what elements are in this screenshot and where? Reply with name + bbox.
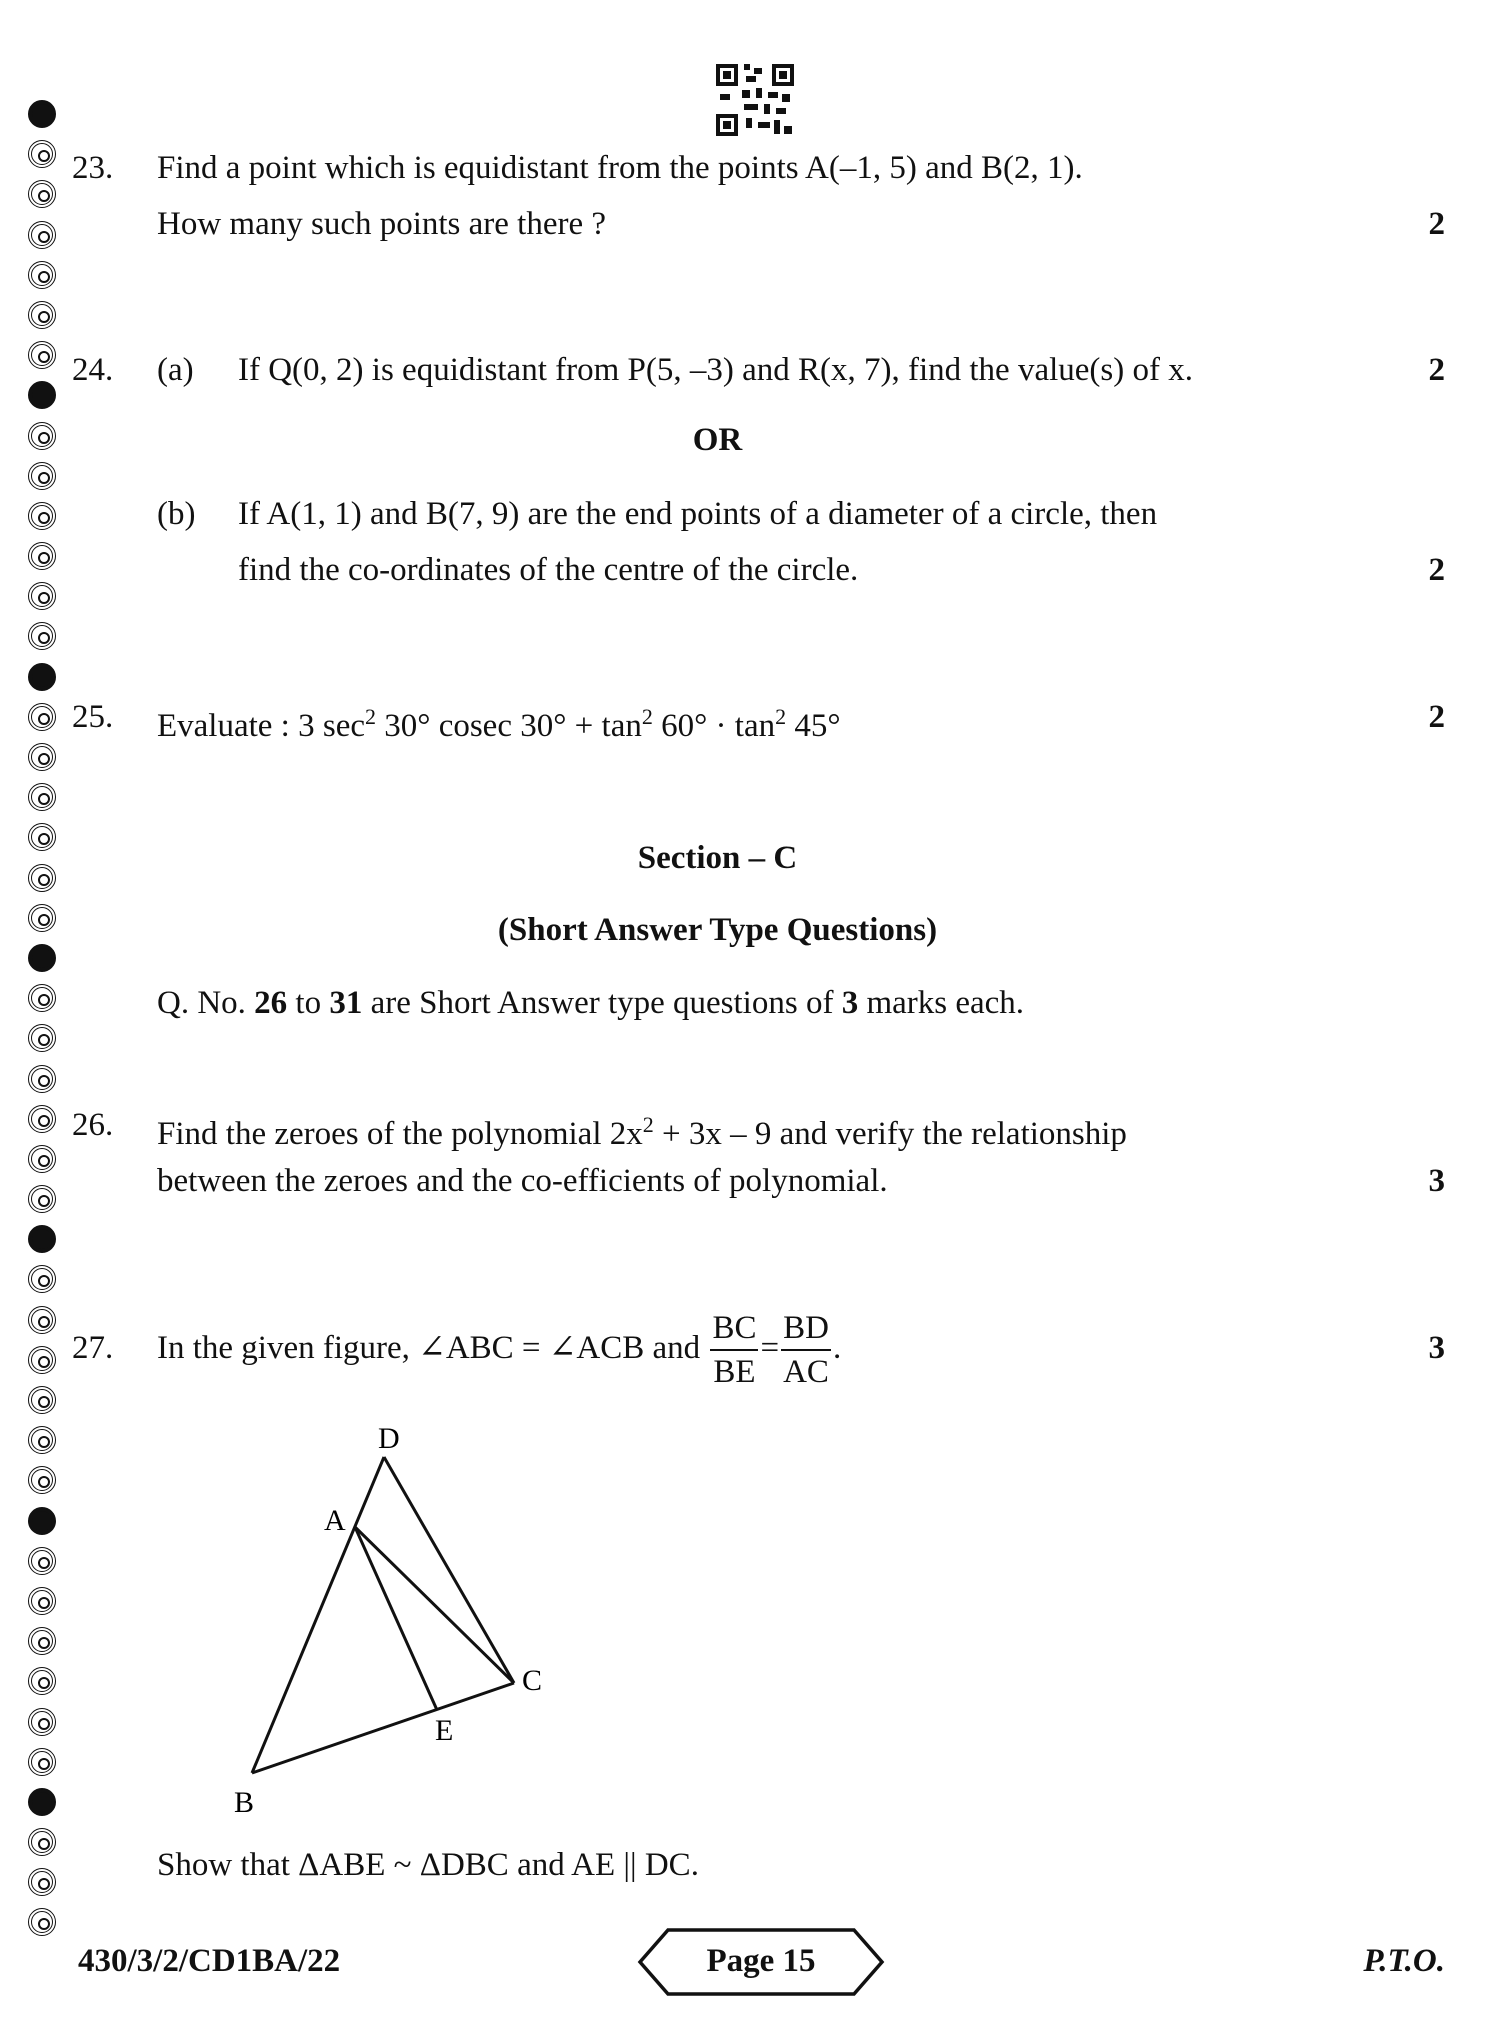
margin-ring <box>28 1265 56 1293</box>
question-25-marks: 2 <box>1428 699 1445 735</box>
margin-ring <box>28 1547 56 1575</box>
margin-ring <box>28 1748 56 1776</box>
question-23-line-1: Find a point which is equidistant from the points A(–1, 5) and B(2, 1). <box>157 150 1083 186</box>
question-24b-line-2: find the co-ordinates of the centre of the circle. <box>238 552 859 588</box>
margin-ring <box>28 743 56 771</box>
page-number: Page 15 <box>706 1943 816 1979</box>
segment-bc <box>252 1683 514 1773</box>
label-a: A <box>324 1504 346 1537</box>
question-24b-label: (b) <box>157 496 196 532</box>
margin-ring <box>28 100 56 128</box>
section-subtitle: (Short Answer Type Questions) <box>497 912 938 948</box>
margin-ring <box>28 180 56 208</box>
question-24-number: 24. <box>72 352 114 388</box>
margin-ring <box>28 1587 56 1615</box>
margin-ring <box>28 221 56 249</box>
margin-ring <box>28 1708 56 1736</box>
margin-ring <box>28 1788 56 1816</box>
question-26-line-2: between the zeroes and the co-efficients of polynomial. <box>157 1163 888 1199</box>
margin-ring <box>28 582 56 610</box>
question-24b-marks: 2 <box>1428 552 1445 588</box>
label-e: E <box>435 1714 454 1747</box>
margin-ring <box>28 1225 56 1253</box>
margin-ring <box>28 1466 56 1494</box>
question-24a-marks: 2 <box>1428 352 1445 388</box>
margin-ring <box>28 140 56 168</box>
label-c: C <box>522 1664 543 1697</box>
segment-ac <box>355 1527 514 1683</box>
margin-ring <box>28 1065 56 1093</box>
margin-ring <box>28 462 56 490</box>
margin-ring <box>28 1426 56 1454</box>
margin-ring <box>28 1667 56 1695</box>
margin-ring <box>28 542 56 570</box>
question-27-marks: 3 <box>1428 1330 1445 1366</box>
margin-ring <box>28 1908 56 1936</box>
qr-code <box>716 64 794 136</box>
margin-ring <box>28 341 56 369</box>
question-23-line-2: How many such points are there ? <box>157 206 607 242</box>
question-24a-text: If Q(0, 2) is equidistant from P(5, –3) and R(x, 7), find the value(s) of x. <box>238 352 1193 388</box>
margin-ring <box>28 1507 56 1535</box>
section-title: Section – C <box>637 840 798 876</box>
margin-ring <box>28 1185 56 1213</box>
or-separator: OR <box>692 422 743 458</box>
question-25-number: 25. <box>72 699 114 735</box>
margin-ring <box>28 261 56 289</box>
question-26-number: 26. <box>72 1107 114 1143</box>
fraction-bc-be: $\frac{BC}{BE}$ <box>710 1307 758 1393</box>
triangle-figure <box>220 1410 580 1830</box>
question-26-marks: 3 <box>1428 1163 1445 1199</box>
margin-ring <box>28 663 56 691</box>
margin-ring <box>28 783 56 811</box>
question-23-number: 23. <box>72 150 114 186</box>
margin-ring <box>28 1386 56 1414</box>
margin-ring <box>28 1105 56 1133</box>
label-d: D <box>378 1422 400 1455</box>
label-b: B <box>234 1786 255 1819</box>
segment-bd <box>252 1457 384 1773</box>
margin-ring <box>28 1868 56 1896</box>
question-26-line-1: Find the zeroes of the polynomial $2x^2 + 3x - 9$ and verify the relationship <box>157 1112 1127 1152</box>
margin-ring <box>28 1828 56 1856</box>
question-24a-label: (a) <box>157 352 194 388</box>
question-25-expression: Evaluate : 3 $\sec^2 30^\circ$ cosec $30^\circ + \tan^2 60^\circ \cdot \tan^2 45^\circ$ <box>157 704 841 744</box>
margin-ring <box>28 1346 56 1374</box>
margin-ring <box>28 622 56 650</box>
question-27-number: 27. <box>72 1330 114 1366</box>
margin-ring <box>28 1306 56 1334</box>
margin-ring <box>28 381 56 409</box>
margin-ring <box>28 1145 56 1173</box>
paper-code: 430/3/2/CD1BA/22 <box>78 1943 341 1979</box>
segment-dc <box>384 1457 514 1683</box>
segment-ae <box>355 1527 437 1710</box>
margin-ring <box>28 1627 56 1655</box>
fraction-bd-ac: $\frac{BD}{AC}$ <box>781 1307 831 1393</box>
question-27-show-that: Show that ΔABE ~ ΔDBC and AE || DC. <box>157 1847 699 1883</box>
please-turn-over: P.T.O. <box>1363 1943 1445 1979</box>
margin-ring <box>28 984 56 1012</box>
section-instruction: Q. No. 26 to 31 are Short Answer type questions of 3 marks each. <box>157 985 1025 1021</box>
question-27-statement: In the given figure, ∠ABC = ∠ACB and $\frac{BC}{BE}$ = $\frac{BD}{AC}$ . <box>157 1304 841 1392</box>
margin-ring <box>28 703 56 731</box>
question-24b-line-1: If A(1, 1) and B(7, 9) are the end points of a diameter of a circle, then <box>238 496 1158 532</box>
margin-ring <box>28 301 56 329</box>
margin-ring <box>28 1024 56 1052</box>
margin-ring-strip <box>22 100 64 1949</box>
margin-ring <box>28 502 56 530</box>
question-23-marks: 2 <box>1428 206 1445 242</box>
